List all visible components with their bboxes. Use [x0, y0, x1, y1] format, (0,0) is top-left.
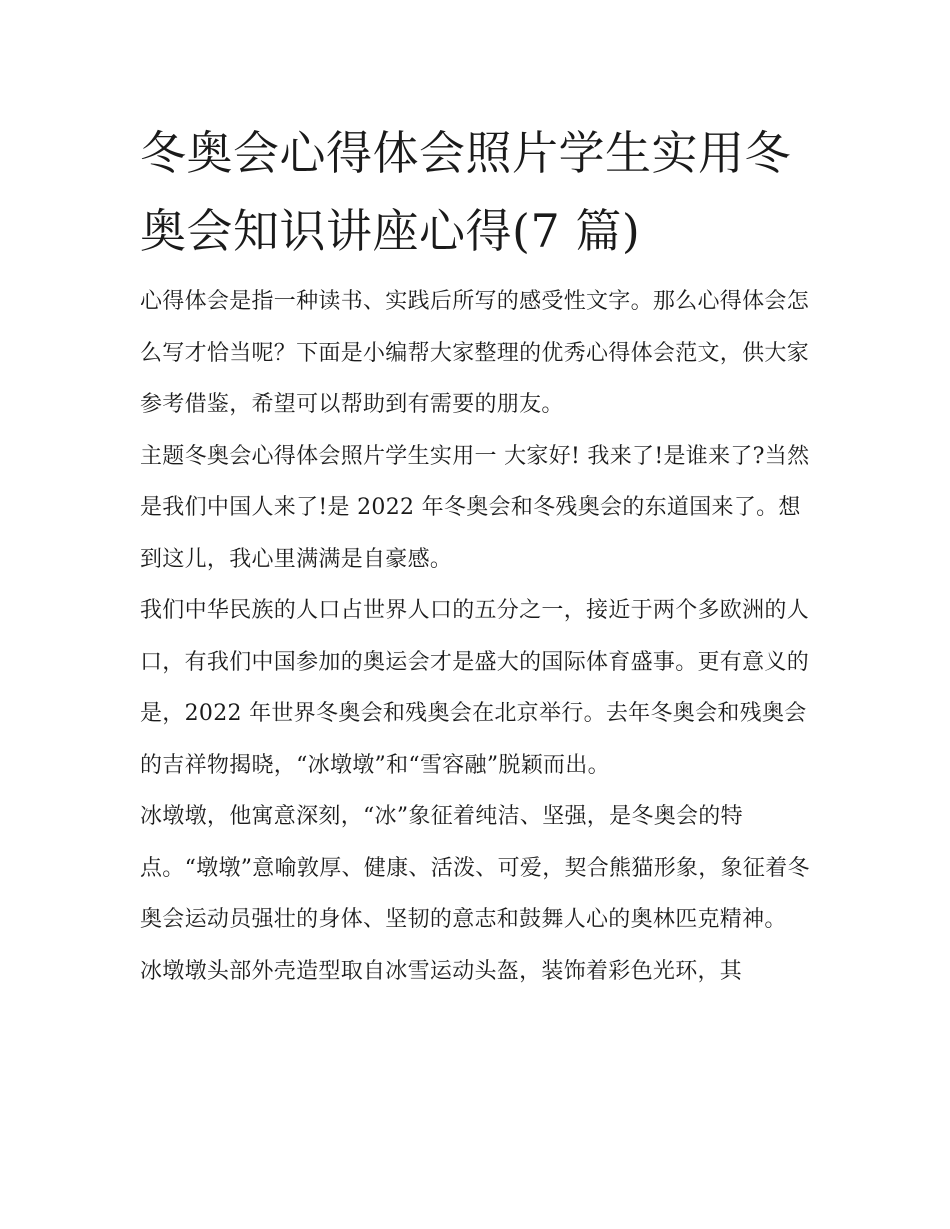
paragraph-population: 我们中华民族的人口占世界人口的五分之一，接近于两个多欧洲的人口，有我们中国参加的奥运会才是盛大的国际体育盛事。更有意义的是，2022 年世界冬奥会和残奥会在北京举行。去年冬奥会和残奥会的吉祥物揭晓，“冰墩墩”和“雪容融”脱颖而出。 — [140, 598, 810, 778]
paragraph-greeting: 主题冬奥会心得体会照片学生实用一 大家好! 我来了!是谁来了?当然是我们中国人来了!是 2022 年冬奥会和冬残奥会的东道国来了。想到这儿，我心里满满是自豪感。 — [140, 443, 810, 572]
document-body — [140, 276, 820, 997]
paragraph-intro: 心得体会是指一种读书、实践后所写的感受性文字。那么心得体会怎么写才恰当呢？下面是小编帮大家整理的优秀心得体会范文，供大家参考借鉴，希望可以帮助到有需要的朋友。 — [140, 289, 810, 417]
paragraph-bing-dwen-dwen: 冰墩墩，他寓意深刻，“冰”象征着纯洁、坚强，是冬奥会的特点。“墩墩”意喻敦厚、健康、活泼、可爱，契合熊猫形象，象征着冬奥会运动员强壮的身体、坚韧的意志和鼓舞人心的奥林匹克精神。 — [140, 804, 810, 932]
document-title: 冬奥会心得体会照片学生实用冬奥会知识讲座心得(7 篇) — [140, 126, 791, 258]
paragraph-helmet: 冰墩墩头部外壳造型取自冰雪运动头盔，装饰着彩色光环，其 — [140, 958, 743, 984]
